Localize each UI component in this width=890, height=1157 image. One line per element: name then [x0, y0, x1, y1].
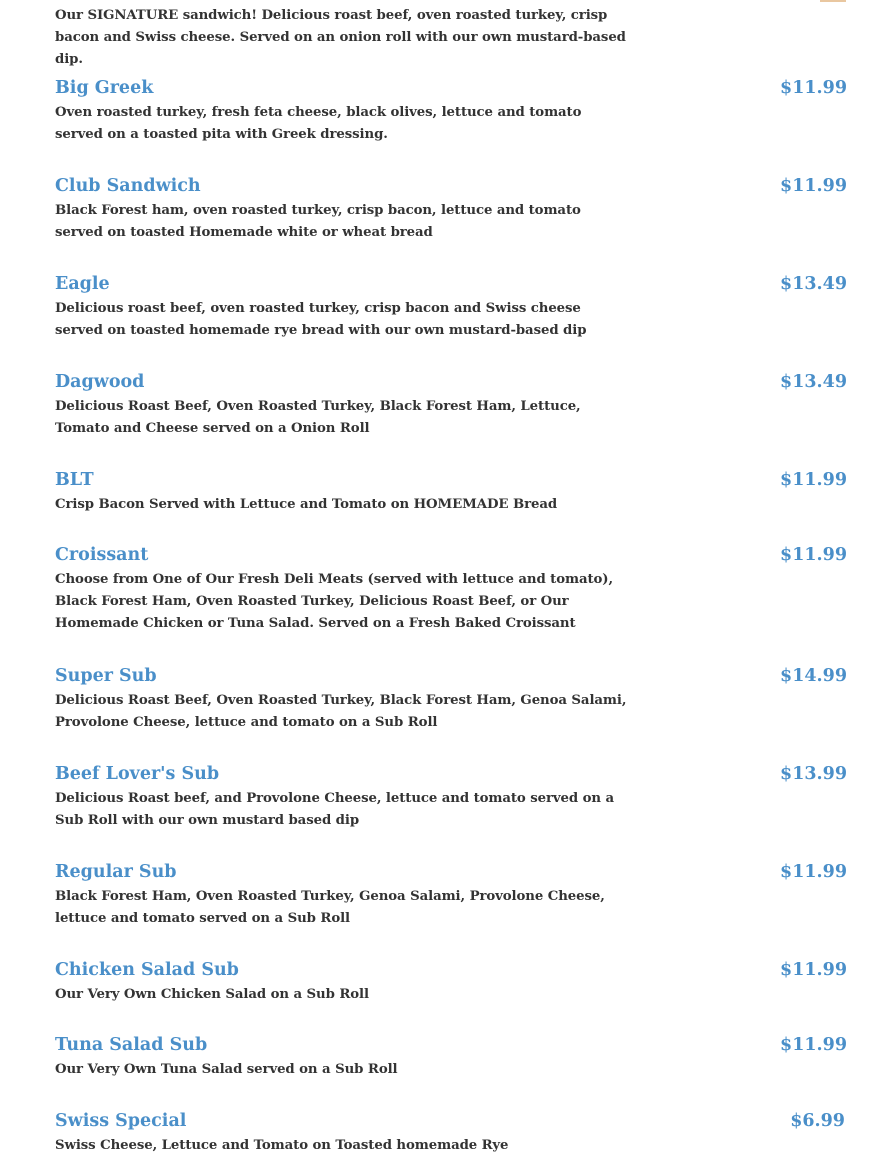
menu-item	[55, 959, 855, 1015]
menu-item	[55, 1034, 855, 1090]
item-description: Crisp Bacon Served with Lettuce and Tomato on HOMEMADE Bread	[55, 497, 558, 512]
item-description: Delicious Roast beef, and Provolone Cheese, lettuce and tomato served on a Sub Roll with our own mustard based dip	[55, 791, 614, 828]
menu-item	[55, 77, 855, 157]
menu-item	[55, 175, 855, 255]
item-description: Black Forest ham, oven roasted turkey, crisp bacon, lettuce and tomato served on toasted Homemade white or wheat bread	[55, 203, 581, 240]
item-price: $11.99	[780, 960, 847, 980]
item-description: Black Forest Ham, Oven Roasted Turkey, Genoa Salami, Provolone Cheese, lettuce and tomato served on a Sub Roll	[55, 889, 605, 926]
item-price: $11.99	[780, 862, 847, 882]
menu-item	[55, 0, 855, 67]
item-name: Swiss Special	[55, 1111, 187, 1131]
item-name: Croissant	[55, 545, 149, 565]
menu-item	[55, 665, 855, 745]
item-name: Dagwood	[55, 372, 145, 392]
item-name: BLT	[55, 470, 94, 490]
item-price: $13.99	[780, 764, 847, 784]
item-name: Regular Sub	[55, 862, 177, 882]
item-name: Club Sandwich	[55, 176, 201, 196]
item-price: $11.99	[780, 470, 847, 490]
menu-item	[55, 544, 855, 644]
menu-item	[55, 861, 855, 941]
item-name: Beef Lover's Sub	[55, 764, 220, 784]
menu-item	[55, 273, 855, 353]
item-description: Our SIGNATURE sandwich! Delicious roast beef, oven roasted turkey, crisp bacon and Swiss cheese. Served on an onion roll with our own mustard-based dip.	[55, 8, 626, 67]
item-price: $11.99	[780, 1035, 847, 1055]
item-price: $11.99	[780, 545, 847, 565]
item-description: Delicious Roast Beef, Oven Roasted Turkey, Black Forest Ham, Genoa Salami, Provolone Cheese, lettuce and tomato on a Sub Roll	[55, 693, 627, 730]
item-price: $11.99	[780, 176, 847, 196]
item-description: Delicious roast beef, oven roasted turkey, crisp bacon and Swiss cheese served on toasted homemade rye bread with our own mustard-based dip	[55, 301, 587, 338]
item-price: $13.49	[780, 372, 847, 392]
item-price: $6.99	[790, 1111, 845, 1131]
item-description: Oven roasted turkey, fresh feta cheese, black olives, lettuce and tomato served on a toasted pita with Greek dressing.	[55, 105, 582, 142]
item-name: Eagle	[55, 274, 110, 294]
menu-item	[55, 1110, 855, 1157]
item-name: Big Greek	[55, 78, 154, 98]
item-price: $13.49	[780, 274, 847, 294]
item-price: $14.99	[780, 666, 847, 686]
item-description: Swiss Cheese, Lettuce and Tomato on Toasted homemade Rye	[55, 1138, 509, 1153]
menu-item	[55, 763, 855, 843]
item-description: Delicious Roast Beef, Oven Roasted Turkey, Black Forest Ham, Lettuce, Tomato and Cheese served on a Onion Roll	[55, 399, 581, 436]
item-description: Our Very Own Tuna Salad served on a Sub Roll	[55, 1062, 398, 1077]
item-name: Super Sub	[55, 666, 157, 686]
item-name: Tuna Salad Sub	[55, 1035, 208, 1055]
menu-item	[55, 469, 855, 525]
item-price: $11.99	[780, 78, 847, 98]
item-description: Choose from One of Our Fresh Deli Meats (served with lettuce and tomato), Black Forest Ham, Oven Roasted Turkey, Delicious Roast Beef, or Our Homemade Chicken or Tuna Salad. Served on a Fresh Baked Croissant	[55, 572, 614, 631]
item-name: Chicken Salad Sub	[55, 960, 239, 980]
menu-item	[55, 371, 855, 451]
item-description: Our Very Own Chicken Salad on a Sub Roll	[55, 987, 369, 1002]
